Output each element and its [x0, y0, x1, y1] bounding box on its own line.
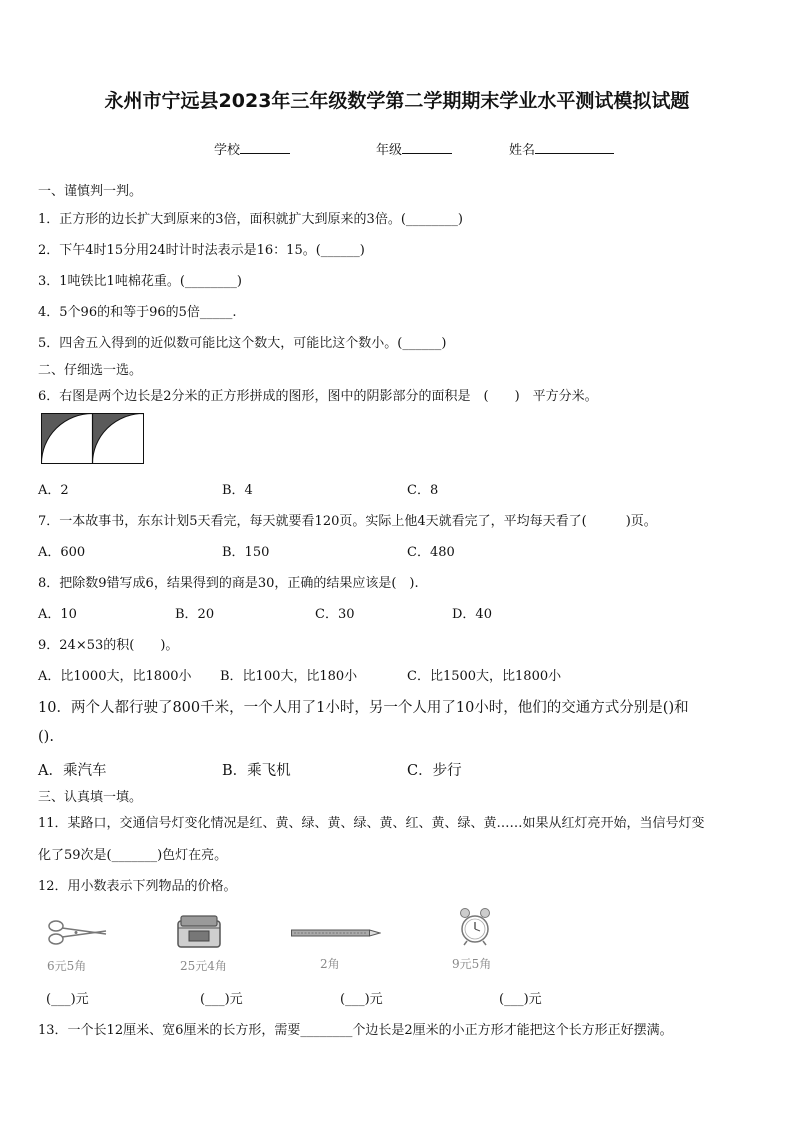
- q6-option-a: A．2: [38, 483, 69, 498]
- section-2-heading: 二、仔细选一选。: [38, 363, 143, 378]
- item-2-price: 25元4角: [180, 959, 227, 973]
- q9-option-b: B．比100大，比180小: [220, 669, 358, 684]
- name-label: 姓名: [509, 143, 536, 158]
- item-2-answer: (___)元: [200, 992, 243, 1007]
- q10-option-b: B．乘飞机: [222, 763, 291, 779]
- q7-option-c: C．480: [407, 545, 455, 560]
- alarm-clock-icon: [458, 907, 492, 947]
- section-3-heading: 三、认真填一填。: [38, 790, 143, 805]
- item-4-price: 9元5角: [452, 957, 492, 971]
- question-1: 1．正方形的边长扩大到原来的3倍，面积就扩大到原来的3倍。(________): [38, 212, 463, 227]
- q8-option-c: C．30: [315, 607, 355, 622]
- page-title: 永州市宁远县2023年三年级数学第二学期期末学业水平测试模拟试题: [104, 90, 690, 112]
- question-8: 8．把除数9错写成6，结果得到的商是30，正确的结果应该是( ).: [38, 576, 419, 591]
- pencil-box-icon: [175, 913, 225, 951]
- name-blank: [535, 141, 614, 154]
- q6-option-b: B．4: [222, 483, 253, 498]
- school-blank: [240, 141, 290, 154]
- pencil-icon: [291, 927, 381, 939]
- question-11-line-2: 化了59次是(_______)色灯在亮。: [38, 848, 228, 863]
- question-12: 12．用小数表示下列物品的价格。: [38, 879, 237, 894]
- q8-option-a: A．10: [38, 607, 77, 622]
- grade-field: [376, 139, 452, 158]
- shaded-squares-figure: [41, 413, 144, 464]
- q9-option-a: A．比1000大，比1800小: [38, 669, 192, 684]
- item-3-price: 2角: [320, 957, 340, 971]
- grade-blank: [402, 141, 452, 154]
- q10-option-c: C．步行: [407, 763, 462, 779]
- section-1-heading: 一、谨慎判一判。: [38, 184, 143, 199]
- q8-option-b: B．20: [175, 607, 215, 622]
- q9-option-c: C．比1500大，比1800小: [407, 669, 562, 684]
- question-7: 7．一本故事书，东东计划5天看完，每天就要看120页。实际上他4天就看完了，平均每天看了( )页。: [38, 514, 657, 529]
- question-2: 2．下午4时15分用24时计时法表示是16：15。(______): [38, 243, 365, 258]
- question-10-line-1: 10．两个人都行驶了800千米，一个人用了1小时，另一个人用了10小时，他们的交通方式分别是()和: [38, 700, 689, 716]
- q6-option-c: C．8: [407, 483, 439, 498]
- q8-option-d: D．40: [452, 607, 492, 622]
- question-3: 3．1吨铁比1吨棉花重。(________): [38, 274, 242, 289]
- question-10-line-2: ().: [38, 729, 54, 745]
- q7-option-a: A．600: [38, 545, 86, 560]
- question-13: 13．一个长12厘米、宽6厘米的长方形，需要________个边长是2厘米的小正方形才能把这个长方形正好摆满。: [38, 1023, 673, 1038]
- item-1-price: 6元5角: [47, 959, 87, 973]
- q10-option-a: A．乘汽车: [38, 763, 107, 779]
- question-11-line-1: 11．某路口，交通信号灯变化情况是红、黄、绿、黄、绿、黄、红、黄、绿、黄……如果从红灯亮开始，当信号灯变: [38, 816, 705, 831]
- question-4: 4．5个96的和等于96的5倍_____.: [38, 305, 237, 320]
- name-field: [509, 139, 614, 158]
- question-6: 6．右图是两个边长是2分米的正方形拼成的图形，图中的阴影部分的面积是 ( ) 平方分米。: [38, 389, 598, 404]
- grade-label: 年级: [376, 143, 403, 158]
- item-4-answer: (___)元: [499, 992, 542, 1007]
- question-5: 5．四舍五入得到的近似数可能比这个数大，可能比这个数小。(______): [38, 336, 447, 351]
- school-label: 学校: [214, 143, 241, 158]
- school-field: [214, 139, 290, 158]
- q7-option-b: B．150: [222, 545, 270, 560]
- item-1-answer: (___)元: [46, 992, 89, 1007]
- question-9: 9．24×53的积( )。: [38, 638, 179, 653]
- item-3-answer: (___)元: [340, 992, 383, 1007]
- scissors-icon: [46, 917, 108, 947]
